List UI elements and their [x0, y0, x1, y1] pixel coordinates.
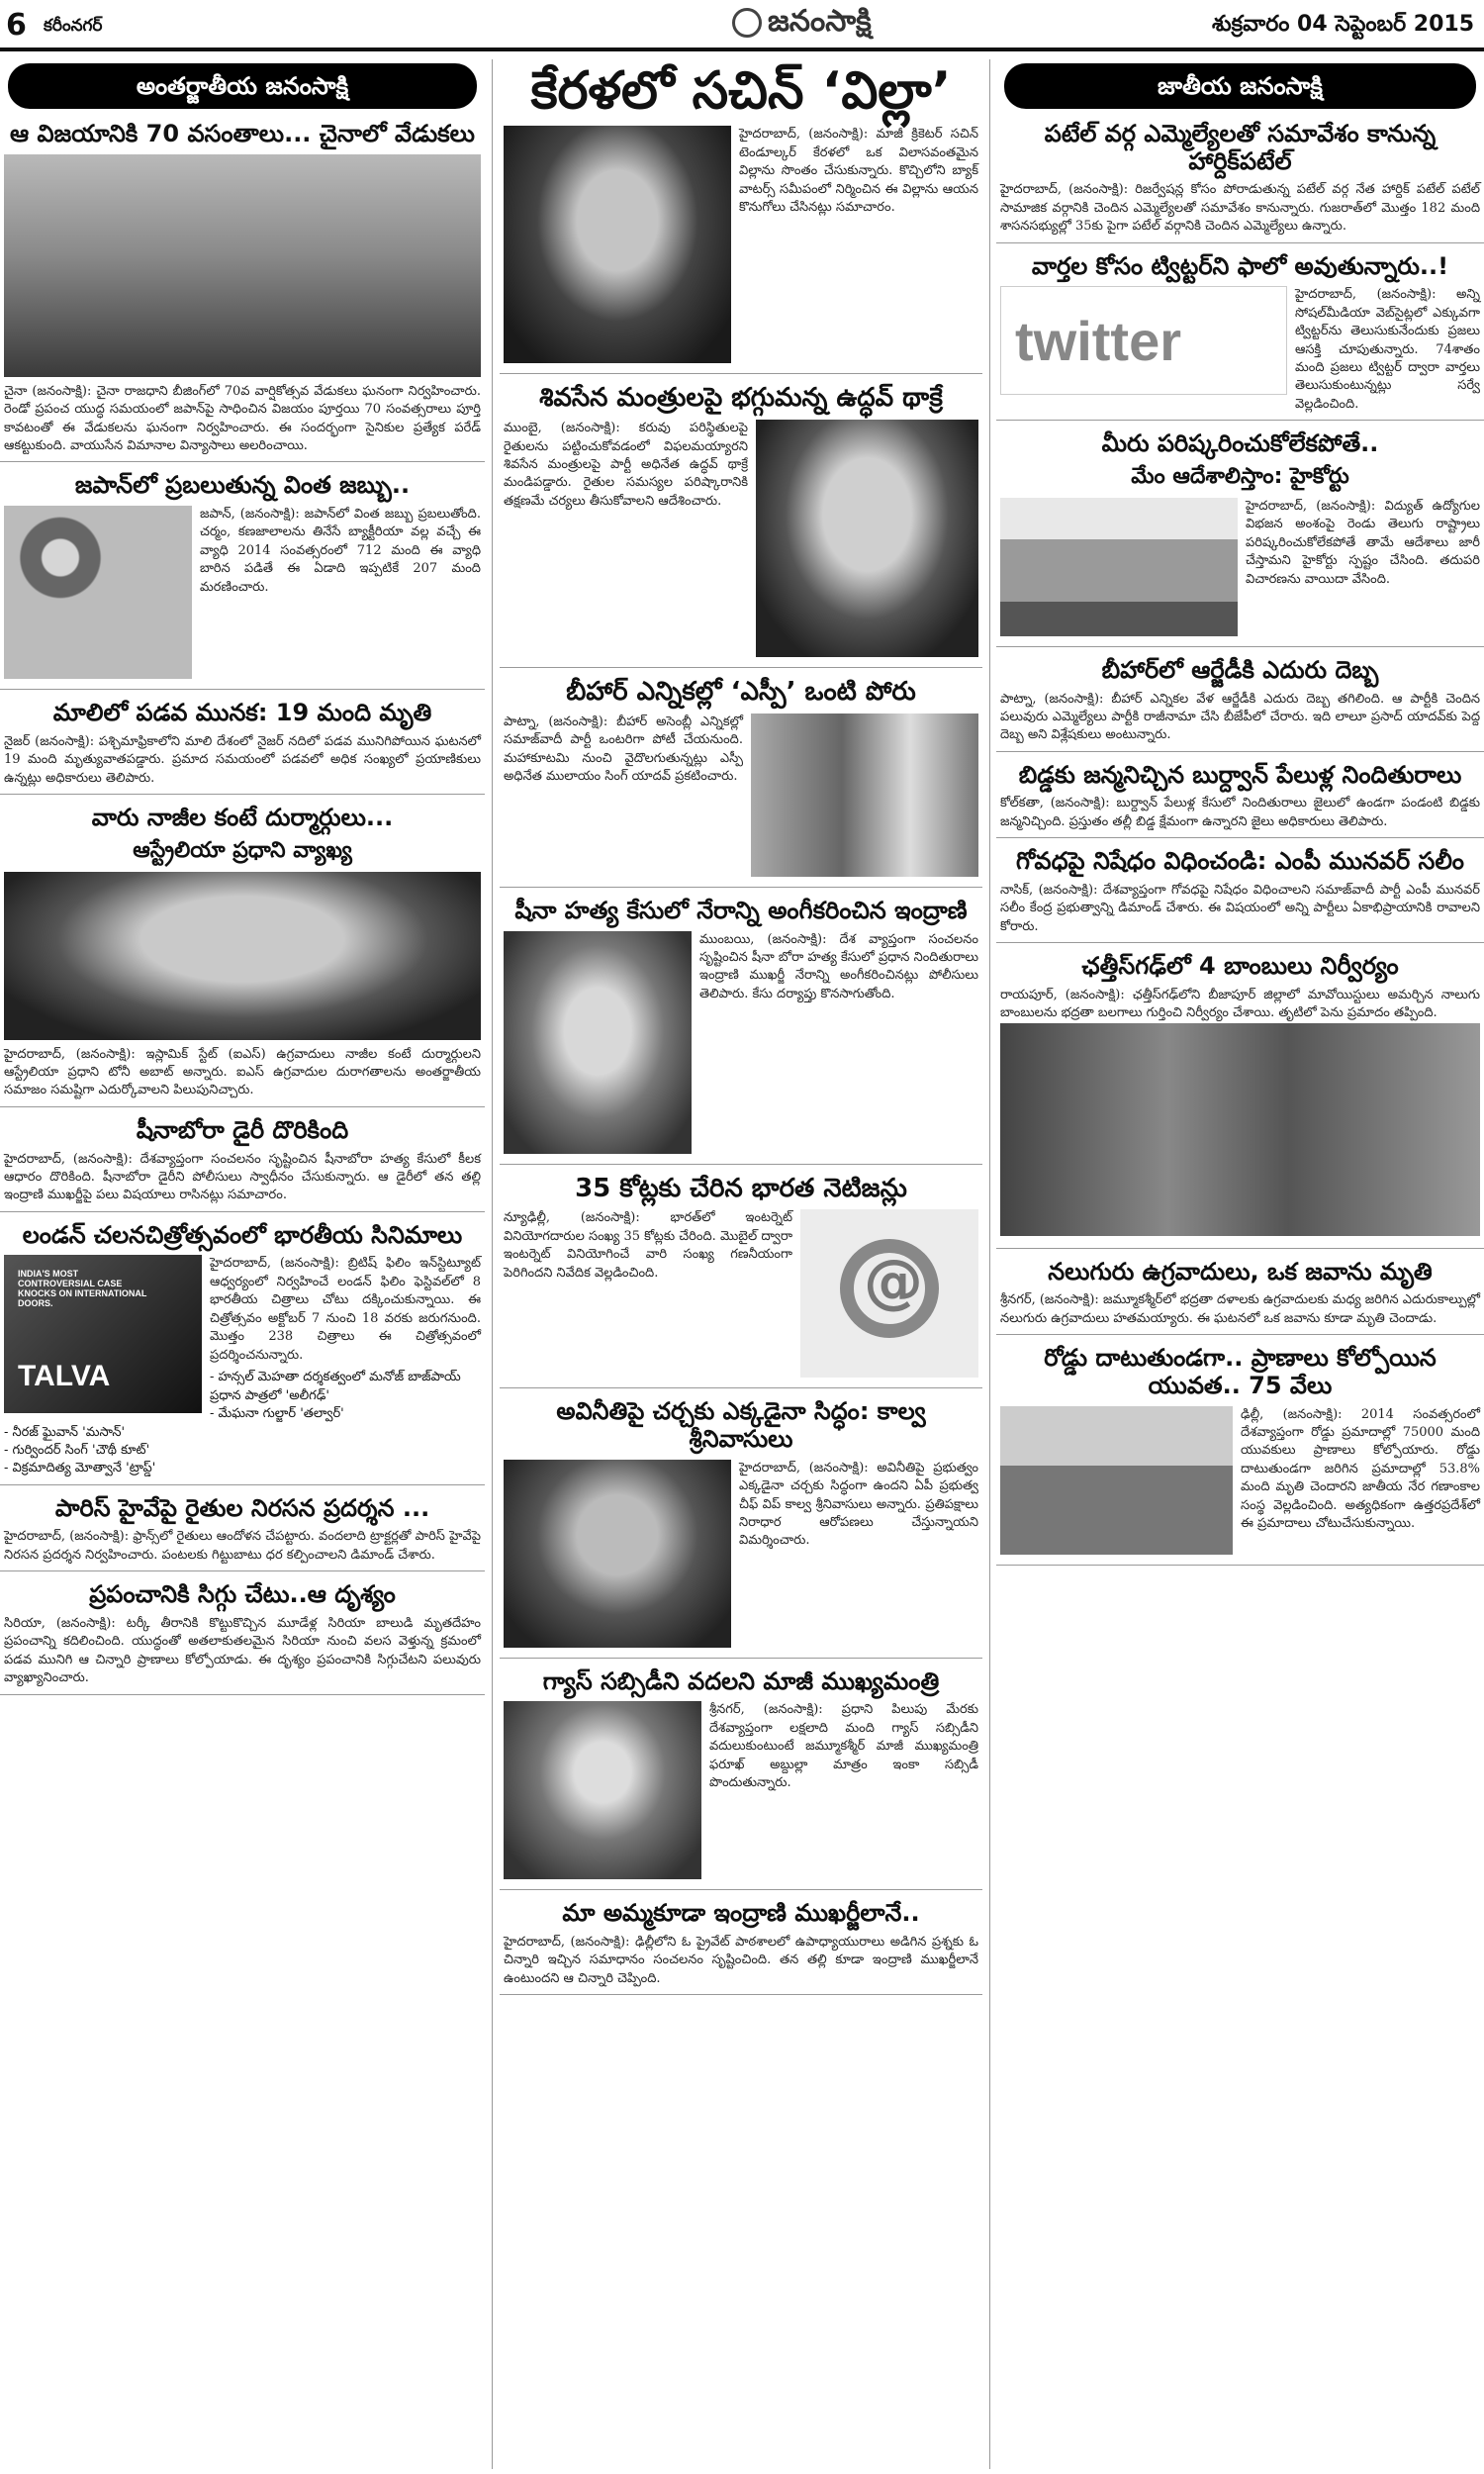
article-body: న్యూఢిల్లీ, (జనంసాక్షి): భారత్‌లో ఇంటర్నెట్ వినియోగదారుల సంఖ్య 35 కోట్లకు చేరింది. మొబైల్ ద్వారా ఇంటర్నెట్ వినియోగించే వారి సంఖ్య గణనీయంగా పెరిగిందని నివేదిక వెల్లడించింది.	[504, 1210, 792, 1281]
bihar-photo	[751, 714, 978, 877]
article-japan-disease	[0, 468, 485, 690]
article-gas-subsidy	[500, 1665, 982, 1891]
article-body: కోల్‌కతా, (జనంసాక్షి): బుర్ద్వాన్ పేలుళ్ల కేసులో నిందితురాలు జైలులో ఉండగా పండంటి బిడ్డకు జన్మనిచ్చింది. ప్రస్తుతం తల్లీ బిడ్డ క్షేమంగా ఉన్నారని జైలు అధికారులు తెలిపారు.	[1000, 796, 1480, 829]
main-column	[500, 59, 982, 2469]
article-uddhav	[500, 380, 982, 668]
article-headline: ఆ విజయానికి 70 వసంతాలు... చైనాలో వేడుకలు	[10, 120, 475, 147]
article-road-deaths	[996, 1341, 1484, 1565]
article-body: హైదరాబాద్, (జనంసాక్షి): అవినీతిపై ప్రభుత్వం ఎక్కడైనా చర్చకు సిద్ధంగా ఉందని ఏపీ ప్రభుత్వ చీఫ్ విప్ కాల్వ శ్రీనివాసులు అన్నారు. ప్రతిపక్షాలు నిరాధార ఆరోపణలు చేస్తున్నాయని విమర్శించారు.	[739, 1460, 978, 1549]
article-headline: గోవధపై నిషేధం విధించండి: ఎంపీ మునవర్ సలీం	[1016, 847, 1464, 876]
article-headline: ఛత్తీస్‌గఢ్‌లో 4 బాంబులు నిర్వీర్యం	[1081, 952, 1399, 981]
logo-mark-icon	[732, 8, 762, 38]
at-symbol-image	[800, 1209, 978, 1378]
article-headline: బిడ్డకు జన్మనిచ్చిన బుర్ద్వాన్ పేలుళ్ల నిందితురాలు	[1018, 760, 1462, 789]
list-item: - గుర్విందర్ సింగ్ 'చౌథీ కూట్'	[4, 1442, 150, 1458]
page-number: 6	[6, 8, 27, 43]
article-sheena-diary	[0, 1113, 485, 1212]
article-mother-indrani	[500, 1896, 982, 1995]
article-paris-farmers	[0, 1491, 485, 1572]
article-kalva	[500, 1394, 982, 1658]
article-body: హైదరాబాద్, (జనంసాక్షి): రిజర్వేషన్ల కోసం పోరాడుతున్న పటేల్ వర్గ నేత హార్దిక్ పటేల్ పటేల్ సామాజిక వర్గానికి చెందిన ఎమ్మెల్యేలతో సమావేశం కానున్నారు. గుజరాత్‌లో మొత్తం 182 మంది శాసనసభ్యుల్లో 35కు పైగా పటేల్ వర్గానికి చెందిన ఎమ్మెల్యేలు ఉన్నారు.	[1000, 182, 1480, 235]
article-headline: షీనాబోరా డైరీ దొరికింది	[136, 1115, 349, 1144]
article-body: చైనా (జనంసాక్షి): చైనా రాజధాని బీజింగ్‌లో 70వ వార్షికోత్సవ వేడుకలు ఘనంగా నిర్వహించారు. రెండో ప్రపంచ యుద్ధ సమయంలో జపాన్‌పై సాధించిన విజయం పూర్తయి 70 సంవత్సరాలు పూర్తి కావటంతో ఈ వేడుకలను ఘనంగా నిర్వహించారు. ఈ సందర్భంగా సైనికుల ప్రత్యేక పరేడ్ ఆకట్టుకుంది. వాయుసేన విమానాల విన్యాసాలు అలరించాయి.	[4, 383, 481, 453]
article-body: సిరియా, (జనంసాక్షి): టర్కీ తీరానికి కొట్టుకొచ్చిన మూడేళ్ల సిరియా బాలుడి మృతదేహం ప్రపంచాన్ని కదిలించింది. యుద్ధంతో అతలాకుతలమైన సిరియా నుంచి వలస వెళ్తున్న క్రమంలో పడవ మునిగి ఆ చిన్నారి ప్రాణాలు కోల్పోయాడు. ఈ దృశ్యం ప్రపంచానికి సిగ్గుచేటని పలువురు వ్యాఖ్యానించారు.	[4, 1615, 481, 1686]
article-body: హైదరాబాద్, (జనంసాక్షి): దేశవ్యాప్తంగా సంచలనం సృష్టించిన షీనాబోరా హత్య కేసులో కీలక ఆధారం దొరికింది. షీనాబోరా డైరీని పోలీసులు స్వాధీనం చేసుకున్నారు. ఆ డైరీలో తన తల్లి ఇంద్రాణి ముఖర్జీపై పలు విషయాలు రాసినట్లు సమాచారం.	[4, 1151, 481, 1203]
national-column	[996, 59, 1484, 2469]
poster-tagline: INDIA'S MOST CONTROVERSIAL CASE KNOCKS ON INTERNATIONAL DOORS.	[18, 1269, 147, 1309]
article-body: హైదరాబాద్, (జనంసాక్షి): విద్యుత్ ఉద్యోగుల విభజన అంశంపై రెండు తెలుగు రాష్ట్రాలు పరిష్కరించుకోలేకపోతే తామే ఆదేశాలు జారీ చేస్తామని హైకోర్టు స్పష్టం చేసింది. తదుపరి విచారణను వాయిదా వేసింది.	[1246, 498, 1480, 587]
lead-headline: కేరళలో సచిన్ ‘విల్లా’	[530, 61, 952, 121]
article-mali-boat	[0, 696, 485, 795]
army-photo	[1000, 1023, 1480, 1236]
highcourt-photo	[1000, 498, 1238, 636]
article-headline: మా అమ్మకూడా ఇంద్రాణి ముఖర్జీలానే..	[562, 1899, 920, 1928]
article-body: శ్రీనగర్, (జనంసాక్షి): జమ్మూకశ్మీర్‌లో భద్రతా దళాలకు ఉగ్రవాదులకు మధ్య జరిగిన ఎదురుకాల్పుల్లో నలుగురు ఉగ్రవాదులు హతమయ్యారు. ఈ ఘటనలో ఒక జవాను కూడా మృతి చెందాడు.	[1000, 1292, 1480, 1326]
list-item: - నీరజ్ ఘైవాన్ 'మసాన్'	[4, 1424, 126, 1440]
article-body: హైదరాబాద్, (జనంసాక్షి): బ్రిటిష్ ఫిలిం ఇన్‌స్టిట్యూట్ ఆధ్వర్యంలో నిర్వహించే లండన్ ఫిలిం ఫెస్టివల్‌లో 8 భారతీయ చిత్రాలు చోటు దక్కించుకున్నాయి. ఈ చిత్రోత్సవం అక్టోబర్ 7 నుంచి 18 వరకు జరుగనుంది. మొత్తం 238 చిత్రాలు ఈ చిత్రోత్సవంలో ప్రదర్శించనున్నారు.	[210, 1256, 481, 1363]
article-body: జపాన్, (జనంసాక్షి): జపాన్‌లో వింత జబ్బు ప్రబలుతోంది. చర్మం, కణజాలాలను తినేసే బ్యాక్టీరియా వల్ల వచ్చే ఈ వ్యాధి 2014 సంవత్సరంలో 712 మంది ఈ వ్యాధి బారిన పడితే ఈ ఏడాది ఇప్పటికే 207 మంది మరణించారు.	[200, 507, 481, 595]
twitter-logo-text: twitter	[1015, 310, 1181, 373]
article-hardik-patel	[996, 117, 1484, 243]
article-indrani	[500, 894, 982, 1165]
article-body: పాట్నా, (జనంసాక్షి): బీహార్ ఎన్నికల వేళ ఆర్జేడీకి ఎదురు దెబ్బ తగిలింది. ఆ పార్టీకి చెందిన పలువురు ఎమ్మెల్యేలు పార్టీకి రాజీనామా చేసి బీజేపీలో చేరారు. ఇది లాలూ ప్రసాద్ యాదవ్‌కు పెద్ద దెబ్బ అని విశ్లేషకులు అంటున్నారు.	[1000, 691, 1480, 743]
issue-date: శుక్రవారం 04 సెప్టెంబర్ 2015	[1211, 12, 1474, 37]
article-headline: వారు నాజీల కంటే దుర్మార్గులు...	[91, 803, 394, 831]
list-item: - విక్రమాదిత్య మోత్వానే 'ట్రాప్డ్'	[4, 1461, 156, 1476]
article-headline: మీరు పరిష్కరించుకోలేకపోతే..	[1101, 429, 1379, 458]
article-headline: లండన్ చలనచిత్రోత్సవంలో భారతీయ సినిమాలు	[22, 1220, 463, 1249]
accident-photo	[1000, 1406, 1233, 1555]
article-headline: శివసేన మంత్రులపై భగ్గుమన్న ఉద్ధవ్ థాక్రే	[539, 383, 943, 414]
article-body: ముంబై, (జనంసాక్షి): కరువు పరిస్థితులపై రైతులను పట్టించుకోవడంలో విఫలమయ్యారని శివసేన మంత్రులపై పార్టీ అధినేత ఉద్ధవ్ థాక్రే మండిపడ్డారు. రైతుల సమస్యల పరిష్కారానికి తక్షణమే చర్యలు తీసుకోవాలని ఆదేశించారు.	[504, 421, 748, 509]
sachin-photo	[504, 126, 731, 363]
article-australia-pm	[0, 801, 485, 1107]
article-netizens	[500, 1171, 982, 1389]
article-body: హైదరాబాద్, (జనంసాక్షి): అన్ని సోషల్‌మీడియా వెబ్‌సైట్లలో ఎక్కువగా ట్విట్టర్‌ను తెలుసుకునేందుకు ప్రజలు ఆసక్తి చూపుతున్నారు. 74శాతం మంది ప్రజలు ట్విట్టర్ ద్వారా వార్తలు తెలుసుకుంటున్నట్లు సర్వే వెల్లడించింది.	[1295, 287, 1480, 412]
edition-city: కరీంనగర్	[44, 16, 103, 36]
article-headline: జపాన్‌లో ప్రబలుతున్న వింత జబ్బు..	[74, 471, 411, 500]
article-subheadline: మేం ఆదేశాలిస్తాం: హైకోర్టు	[1131, 463, 1349, 489]
talva-poster	[4, 1255, 202, 1413]
masthead-rule	[0, 48, 1484, 51]
article-rjd-setback	[996, 653, 1484, 752]
list-item: - మేఘనా గుల్జార్ 'తల్వార్'	[210, 1406, 344, 1422]
article-body: హైదరాబాద్, (జనంసాక్షి): ఢిల్లీలోని ఓ ప్రైవేట్ పాఠశాలలో ఉపాధ్యాయురాలు అడిగిన ప్రశ్నకు ఓ చిన్నారి ఇచ్చిన సమాధానం సంచలనం సృష్టించింది. తన తల్లి కూడా ఇంద్రాణి ముఖర్జీలానే ఉంటుందని ఆ చిన్నారి చెప్పింది.	[504, 1934, 978, 1986]
masthead	[0, 0, 1484, 51]
article-headline: ప్రపంచానికి సిగ్గు చేటు..ఆ దృశ్యం	[89, 1580, 396, 1609]
article-body: శ్రీనగర్, (జనంసాక్షి): ప్రధాని పిలుపు మేరకు దేశవ్యాప్తంగా లక్షలాది మంది గ్యాస్ సబ్సిడీని వదులుకుంటుంటే జమ్మూకశ్మీర్ మాజీ ముఖ్యమంత్రి ఫరూఖ్ అబ్దుల్లా మాత్రం ఇంకా సబ్సిడీ పొందుతున్నారు.	[709, 1702, 978, 1791]
indrani-photo	[504, 931, 692, 1154]
article-headline: నలుగురు ఉగ్రవాదులు, ఒక జవాను మృతి	[1048, 1257, 1433, 1285]
section-label-national: జాతీయ జనంసాక్షి	[1004, 63, 1476, 109]
article-body: ఢిల్లీ, (జనంసాక్షి): 2014 సంవత్సరంలో దేశవ్యాప్తంగా రోడ్డు ప్రమాదాల్లో 75000 మంది యువకులు ప్రాణాలు కోల్పోయారు. రోడ్డు దాటుతుండగా జరిగిన ప్రమాదాల్లో 53.8% మంది మృతి చెందారని జాతీయ నేర గణాంకాల సంస్థ వెల్లడించింది. అత్యధికంగా ఉత్తరప్రదేశ్‌లో ఈ ప్రమాదాలు చోటుచేసుకున్నాయి.	[1241, 1406, 1480, 1532]
article-headline: పటేల్ వర్గ ఎమ్మెల్యేలతో సమావేశం కానున్న హార్దిక్‌పటేల్	[1044, 120, 1437, 175]
article-london-film-festival	[0, 1218, 485, 1485]
article-headline: మాలిలో పడవ మునక: 19 మంది మృతి	[52, 699, 432, 726]
article-body: హైదరాబాద్, (జనంసాక్షి): ఇస్లామిక్ స్టేట్ (ఐఎస్) ఉగ్రవాదులు నాజీల కంటే దుర్మార్గులని ఆస్ట్రేలియా ప్రధాని టోనీ అబాట్ అన్నారు. ఐఎస్ ఉగ్రవాదుల దురాగతాలను అంతర్జాతీయ సమాజం సమష్టిగా ఎదుర్కోవాలని పిలుపునిచ్చారు.	[4, 1046, 481, 1098]
article-body: పాట్నా, (జనంసాక్షి): బీహార్ అసెంబ్లీ ఎన్నికల్లో సమాజ్‌వాదీ పార్టీ ఒంటరిగా పోటీ చేయనుంది. మహాకూటమి నుంచి వైదొలగుతున్నట్లు ఎస్పీ అధినేత ములాయం సింగ్ యాదవ్ ప్రకటించారు.	[504, 714, 743, 785]
article-headline: గ్యాస్ సబ్సిడీని వదలని మాజీ ముఖ్యమంత్రి	[542, 1666, 940, 1695]
article-headline: రోడ్డు దాటుతుండగా.. ప్రాణాలు కోల్పోయిన యువత.. 75 వేలు	[1044, 1344, 1437, 1399]
kalva-photo	[504, 1460, 731, 1648]
article-syria-boy	[0, 1577, 485, 1694]
article-bihar-sp	[500, 674, 982, 888]
article-headline: బీహార్‌లో ఆర్జేడీకి ఎదురు దెబ్బ	[1101, 655, 1379, 684]
article-body: హైదరాబాద్, (జనంసాక్షి): మాజీ క్రికెటర్ సచిన్ టెండూల్కర్ కేరళలో ఒక విలాసవంతమైన విల్లాను సొంతం చేసుకున్నారు. కొచ్చిలోని బ్యాక్ వాటర్స్ సమీపంలో నిర్మించిన ఈ విల్లాను ఆయన కొనుగోలు చేసినట్లు సమాచారం.	[739, 127, 978, 215]
article-headline: బీహార్ ఎన్నికల్లో ‘ఎస్పీ’ ఒంటి పోరు	[566, 677, 916, 708]
article-headline: పారిస్ హైవేపై రైతుల నిరసన ప్రదర్శన ...	[54, 1493, 430, 1522]
column-divider	[989, 59, 990, 2469]
parade-photo	[4, 154, 481, 377]
section-label-international: అంతర్జాతీయ జనంసాక్షి	[8, 63, 477, 109]
article-body: నైజర్ (జనంసాక్షి): పశ్చిమాఫ్రికాలోని మాలి దేశంలో నైజర్ నదిలో పడవ మునిగిపోయిన ఘటనలో 19 మంది మృత్యువాతపడ్డారు. ప్రమాద సమయంలో పడవలో అధిక సంఖ్యలో ప్రయాణికులు ఉన్నట్లు అధికారులు తెలిపారు.	[4, 733, 481, 786]
abbott-photo	[4, 872, 481, 1040]
logo-text: జనంసాక్షి	[768, 4, 872, 39]
column-divider	[492, 59, 493, 2469]
article-twitter-news	[996, 249, 1484, 422]
article-body: నాసిక్, (జనంసాక్షి): దేశవ్యాప్తంగా గోవధపై నిషేధం విధించాలని సమాజ్‌వాదీ పార్టీ ఎంపీ మునవర్ సలీం కేంద్ర ప్రభుత్వాన్ని డిమాండ్ చేశారు. ఈ విషయంలో అన్ని పార్టీలు ఏకాభిప్రాయానికి రావాలని కోరారు.	[1000, 882, 1480, 934]
article-sachin-villa	[500, 59, 982, 374]
international-column	[0, 59, 485, 2469]
article-headline: షీనా హత్య కేసులో నేరాన్ని అంగీకరించిన ఇంద్రాణి	[514, 896, 968, 924]
article-headline: అవినీతిపై చర్చకు ఎక్కడైనా సిద్ధం: కాల్వ శ్రీనివాసులు	[556, 1397, 926, 1454]
article-burdwan	[996, 758, 1484, 839]
bacteria-photo	[4, 506, 192, 679]
poster-title: TALVA	[18, 1360, 111, 1393]
article-subheadline: ఆస్ట్రేలియా ప్రధాని వ్యాఖ్య	[133, 837, 352, 863]
newspaper-logo	[732, 4, 872, 46]
uddhav-photo	[756, 420, 978, 657]
twitter-logo	[1000, 286, 1287, 395]
article-high-court	[996, 427, 1484, 647]
abdullah-photo	[504, 1701, 701, 1879]
article-body: హైదరాబాద్, (జనంసాక్షి): ఫ్రాన్స్‌లో రైతులు ఆందోళన చేపట్టారు. వందలాది ట్రాక్టర్లతో పారిస్ హైవేపై నిరసన ప్రదర్శన నిర్వహించారు. పంటలకు గిట్టుబాటు ధర కల్పించాలని డిమాండ్ చేశారు.	[4, 1529, 481, 1563]
article-china-parade	[0, 117, 485, 462]
article-chhattisgarh-bombs	[996, 949, 1484, 1249]
article-body: ముంబయి, (జనంసాక్షి): దేశ వ్యాప్తంగా సంచలనం సృష్టించిన షీనా బోరా హత్య కేసులో ప్రధాన నిందితురాలు ఇంద్రాణి ముఖర్జీ నేరాన్ని అంగీకరించినట్లు పోలీసులు తెలిపారు. కేసు దర్యాప్తు కొనసాగుతోంది.	[699, 931, 978, 1001]
article-headline: వార్తల కోసం ట్విట్టర్‌ని ఫాలో అవుతున్నారు..!	[1031, 251, 1449, 280]
article-headline: 35 కోట్లకు చేరిన భారత నెటిజన్లు	[575, 1173, 907, 1203]
article-terrorists-killed	[996, 1255, 1484, 1336]
article-body: రాయపూర్, (జనంసాక్షి): ఛత్తీస్‌గఢ్‌లోని బీజాపూర్ జిల్లాలో మావోయిస్టులు అమర్చిన నాలుగు బాంబులను భద్రతా బలగాలు గుర్తించి నిర్వీర్యం చేశాయి. తృటిలో పెను ప్రమాదం తప్పింది.	[1000, 987, 1480, 1021]
article-cow-slaughter	[996, 844, 1484, 943]
at-sign-icon	[840, 1239, 939, 1338]
list-item: - హన్సల్ మెహతా దర్శకత్వంలో మనోజ్ బాజ్‌పాయ్ ప్రధాన పాత్రలో 'అలీగఢ్'	[210, 1370, 461, 1403]
